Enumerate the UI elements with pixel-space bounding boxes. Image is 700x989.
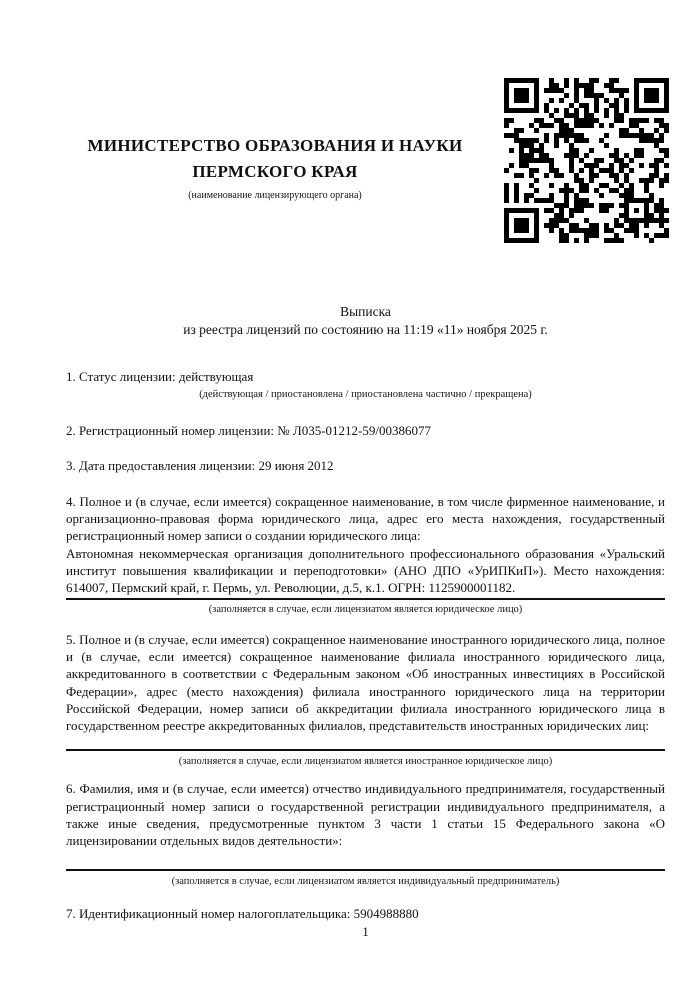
qr-code — [504, 78, 669, 243]
item-6-entrepreneur-label: 6. Фамилия, имя и (в случае, если имеется) отчество индивидуального предпринимателя, государственный регистрационный номер записи о государственной регистрации индивидуального предпринимателя, а также иные сведения, предусмотренные пунктом 3 части 1 статьи 15 Федерального закона «О лицензировании отдельных видов деятельности»: — [66, 781, 665, 849]
document-title-line1: Выписка — [340, 304, 391, 319]
item-6-note: (заполняется в случае, если лицензиатом является индивидуальный предприниматель) — [171, 875, 560, 887]
item-4-legal-entity-value: Автономная некоммерческая организация дополнительного профессионального образования «Уральский институт повышения квалификации и переподготовки» (АНО ДПО «УрИПКиП»). Место нахождения: 614007, Пермский край, г. Пермь, ул. Революции, д.5, к.1. ОГРН: 1125900001182. — [66, 545, 665, 596]
item-2-registration-number: 2. Регистрационный номер лицензии: № Л035-01212-59/00386077 — [66, 423, 432, 439]
licensing-authority-header — [60, 133, 490, 201]
ministry-caption: (наименование лицензирующего органа) — [188, 190, 362, 201]
item-1-license-status: 1. Статус лицензии: действующая — [66, 369, 254, 384]
item-3-license-date: 3. Дата предоставления лицензии: 29 июня 2012 — [66, 457, 334, 473]
item-4-note: (заполняется в случае, если лицензиатом является юридическое лицо) — [208, 603, 523, 615]
ministry-name-line1: МИНИСТЕРСТВО ОБРАЗОВАНИЯ И НАУКИ — [87, 136, 463, 155]
document-title-line2: из реестра лицензий по состоянию на 11:19 «11» ноября 2025 г. — [183, 321, 548, 337]
item-1-status-options-note: (действующая / приостановлена / приостановлена частично / прекращена) — [199, 389, 532, 401]
document-title — [66, 303, 665, 338]
item-5-fill-line — [66, 749, 665, 751]
item-4-legal-entity-label: 4. Полное и (в случае, если имеется) сокращенное наименование, в том числе фирменное наименование, и организационно-правовая форма юридического лица, адрес его места нахождения, государственный регистрационный номер записи о создании юридического лица: — [66, 493, 665, 544]
ministry-name-line2: ПЕРМСКОГО КРАЯ — [192, 162, 358, 181]
page-number: 1 — [362, 924, 369, 939]
item-7-taxpayer-number: 7. Идентификационный номер налогоплательщика: 5904988880 — [66, 905, 419, 921]
document-body — [66, 303, 665, 922]
item-5-foreign-entity-label: 5. Полное и (в случае, если имеется) сокращенное наименование иностранного юридического лица, полное и (в случае, если имеется) сокращенное наименование филиала иностранного юридического лица, аккредитованного в соответствии с Федеральным законом «Об иностранных инвестициях в Российской Федерации», адрес (место нахождения) филиала иностранного юридического лица на территории Российской Федерации, номер записи об аккредитации филиала иностранного юридического лица в государственном реестре аккредитованных филиалов, представительств иностранных юридических лиц: — [66, 631, 665, 734]
item-5-note: (заполняется в случае, если лицензиатом является иностранное юридическое лицо) — [178, 756, 553, 768]
item-4-fill-line — [66, 598, 665, 600]
item-6-fill-line — [66, 869, 665, 871]
